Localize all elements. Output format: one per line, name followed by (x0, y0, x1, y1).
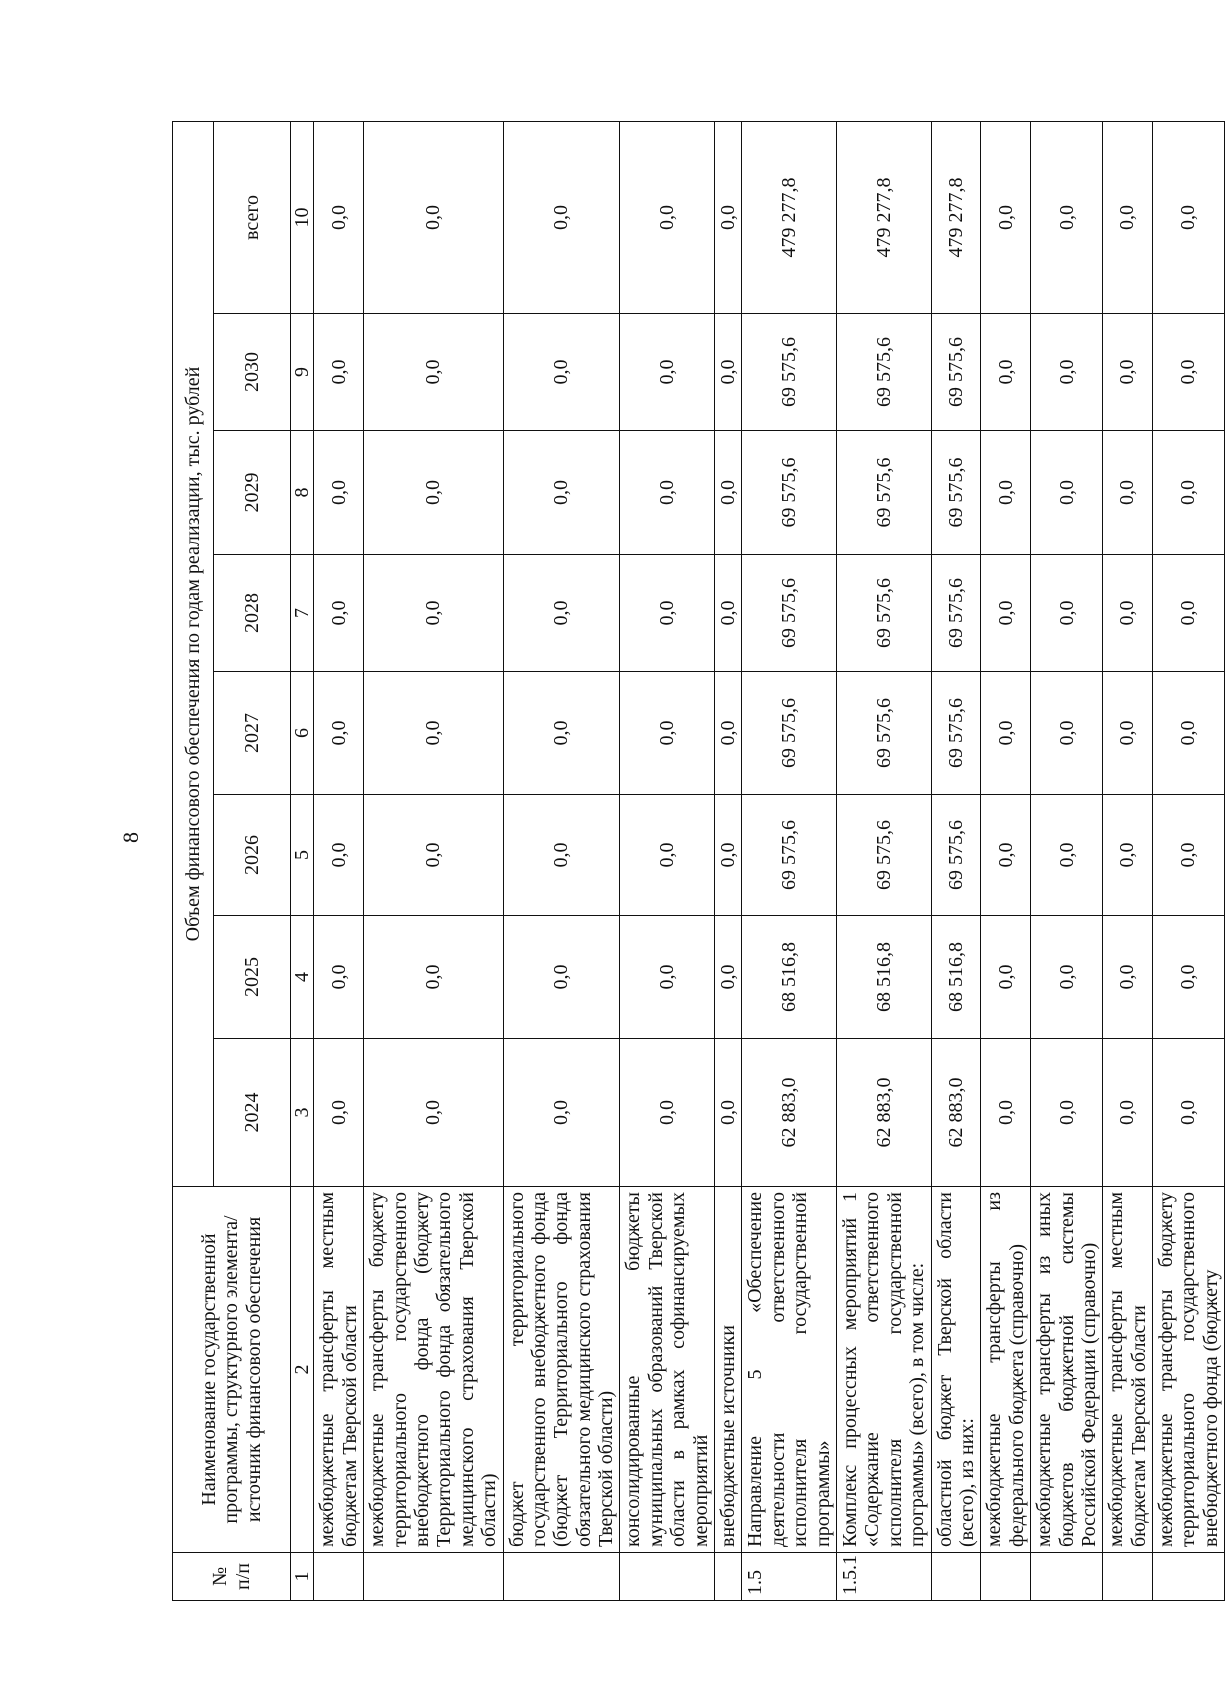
value-2025: 0,0 (364, 916, 503, 1039)
value-2027: 0,0 (981, 672, 1031, 795)
row-name: консолидированные бюджеты муниципальных образований Тверской области в рамках софинансируемых мероприятий (620, 1187, 715, 1553)
value-2027: 0,0 (1103, 672, 1153, 795)
value-2026: 0,0 (1031, 795, 1103, 916)
value-2030: 69 575,6 (931, 314, 981, 431)
table-row (742, 121, 837, 1600)
table-row (1103, 121, 1153, 1600)
value-2026: 0,0 (314, 795, 364, 916)
row-name: Направление 5 «Обеспечение деятельности ответственного исполнителя государственной программы» (742, 1187, 837, 1553)
index-cell: 4 (291, 916, 314, 1039)
value-2025: 0,0 (503, 916, 620, 1039)
value-2026: 69 575,6 (836, 795, 931, 916)
table-row (364, 121, 503, 1600)
value-2030: 0,0 (1031, 314, 1103, 431)
value-2024: 62 883,0 (836, 1039, 931, 1187)
value-2029: 0,0 (364, 431, 503, 555)
value-2029: 0,0 (715, 431, 742, 555)
value-2027: 0,0 (715, 672, 742, 795)
value-total: 479 277,8 (742, 121, 837, 313)
value-2030: 0,0 (620, 314, 715, 431)
value-2025: 0,0 (314, 916, 364, 1039)
row-code (314, 1553, 364, 1601)
value-2025: 68 516,8 (742, 916, 837, 1039)
value-2028: 0,0 (715, 555, 742, 672)
value-2024: 0,0 (503, 1039, 620, 1187)
year-header-2026: 2026 (214, 795, 291, 916)
value-2024: 0,0 (1153, 1039, 1225, 1187)
value-2027: 0,0 (314, 672, 364, 795)
row-code (364, 1553, 503, 1601)
value-total: 479 277,8 (836, 121, 931, 313)
value-2028: 0,0 (1103, 555, 1153, 672)
row-name: Комплекс процессных мероприятий 1 «Содержание ответственного исполнителя государственной программы» (всего), в том числе: (836, 1187, 931, 1553)
value-2024: 0,0 (314, 1039, 364, 1187)
value-2024: 0,0 (1031, 1039, 1103, 1187)
value-2025: 0,0 (715, 916, 742, 1039)
value-2025: 0,0 (620, 916, 715, 1039)
value-2026: 0,0 (1103, 795, 1153, 916)
value-2026: 0,0 (503, 795, 620, 916)
row-name: межбюджетные трансферты из федерального бюджета (справочно) (981, 1187, 1031, 1553)
year-header-2030: 2030 (214, 314, 291, 431)
index-cell: 10 (291, 121, 314, 313)
row-name: межбюджетные трансферты из иных бюджетов бюджетной системы Российской Федерации (справочно) (1031, 1187, 1103, 1553)
value-2027: 69 575,6 (931, 672, 981, 795)
value-2028: 0,0 (364, 555, 503, 672)
value-2024: 0,0 (981, 1039, 1031, 1187)
value-2026: 0,0 (364, 795, 503, 916)
value-2028: 69 575,6 (836, 555, 931, 672)
value-2030: 0,0 (715, 314, 742, 431)
row-code (1031, 1553, 1103, 1601)
value-total: 479 277,8 (931, 121, 981, 313)
value-2030: 0,0 (503, 314, 620, 431)
value-2029: 0,0 (1031, 431, 1103, 555)
header-row-top (173, 121, 214, 1600)
value-2026: 69 575,6 (931, 795, 981, 916)
volume-header: Объем финансового обеспечения по годам реализации, тыс. рублей (173, 121, 214, 1186)
row-code (931, 1553, 981, 1601)
row-name: межбюджетные трансферты местным бюджетам Тверской области (314, 1187, 364, 1553)
row-code (620, 1553, 715, 1601)
value-total: 0,0 (981, 121, 1031, 313)
table-row (981, 121, 1031, 1600)
value-2024: 62 883,0 (931, 1039, 981, 1187)
value-2029: 69 575,6 (931, 431, 981, 555)
value-total: 0,0 (620, 121, 715, 313)
value-2030: 0,0 (364, 314, 503, 431)
index-cell: 5 (291, 795, 314, 916)
value-2028: 0,0 (314, 555, 364, 672)
row-code (981, 1553, 1031, 1601)
column-index-row (291, 121, 314, 1600)
value-2029: 69 575,6 (836, 431, 931, 555)
rotated-table-container (172, 122, 1220, 1601)
row-code (1103, 1553, 1153, 1601)
table-row (836, 121, 931, 1600)
value-total: 0,0 (1103, 121, 1153, 313)
index-cell: 8 (291, 431, 314, 555)
page-number: 8 (118, 832, 143, 843)
value-2028: 0,0 (981, 555, 1031, 672)
value-2026: 0,0 (981, 795, 1031, 916)
value-2029: 0,0 (1103, 431, 1153, 555)
value-2026: 0,0 (1153, 795, 1225, 916)
value-2024: 62 883,0 (742, 1039, 837, 1187)
value-2028: 0,0 (1153, 555, 1225, 672)
value-2028: 0,0 (620, 555, 715, 672)
index-cell: 9 (291, 314, 314, 431)
value-2030: 0,0 (1103, 314, 1153, 431)
value-2026: 0,0 (715, 795, 742, 916)
financing-table (172, 121, 1225, 1601)
value-2028: 69 575,6 (742, 555, 837, 672)
value-2030: 69 575,6 (742, 314, 837, 431)
value-2025: 68 516,8 (931, 916, 981, 1039)
value-2030: 0,0 (314, 314, 364, 431)
value-2030: 0,0 (1153, 314, 1225, 431)
total-header: всего (214, 121, 291, 313)
value-2030: 69 575,6 (836, 314, 931, 431)
value-total: 0,0 (1031, 121, 1103, 313)
value-2025: 0,0 (1153, 916, 1225, 1039)
year-header-2029: 2029 (214, 431, 291, 555)
row-name: межбюджетные трансферты бюджету территориального государственного внебюджетного фонда (бюджету Территориального фонда обязательного медицинского страхования Тверской области) (364, 1187, 503, 1553)
value-2024: 0,0 (364, 1039, 503, 1187)
row-name: областной бюджет Тверской области (всего), из них: (931, 1187, 981, 1553)
table-row (931, 121, 981, 1600)
value-2025: 68 516,8 (836, 916, 931, 1039)
value-2025: 0,0 (1031, 916, 1103, 1039)
col-no-header: № п/п (173, 1553, 291, 1601)
index-cell: 6 (291, 672, 314, 795)
index-cell: 2 (291, 1187, 314, 1553)
index-cell: 3 (291, 1039, 314, 1187)
year-header-2025: 2025 (214, 916, 291, 1039)
value-2027: 69 575,6 (836, 672, 931, 795)
table-row (1153, 121, 1225, 1600)
value-2029: 0,0 (1153, 431, 1225, 555)
table-row (715, 121, 742, 1600)
row-code: 1.5.1 (836, 1553, 931, 1601)
value-2028: 0,0 (1031, 555, 1103, 672)
table-row (1031, 121, 1103, 1600)
index-cell: 1 (291, 1553, 314, 1601)
year-header-2024: 2024 (214, 1039, 291, 1187)
year-header-2028: 2028 (214, 555, 291, 672)
table-row (620, 121, 715, 1600)
value-2029: 0,0 (503, 431, 620, 555)
value-2027: 0,0 (620, 672, 715, 795)
table-row (314, 121, 364, 1600)
col-name-header: Наименование государственной программы, структурного элемента/источник финансового обеспечения (173, 1187, 291, 1553)
row-code (503, 1553, 620, 1601)
value-2027: 0,0 (1031, 672, 1103, 795)
row-name: межбюджетные трансферты бюджету территориального государственного внебюджетного фонда (бюджету (1153, 1187, 1225, 1553)
value-2024: 0,0 (1103, 1039, 1153, 1187)
index-cell: 7 (291, 555, 314, 672)
row-name: бюджет территориального государственного внебюджетного фонда (бюджет Территориального фонда обязательного медицинского страхования Тверской области) (503, 1187, 620, 1553)
row-code: 1.5 (742, 1553, 837, 1601)
row-name: внебюджетные источники (715, 1187, 742, 1553)
table-row (503, 121, 620, 1600)
value-total: 0,0 (715, 121, 742, 313)
value-2029: 0,0 (314, 431, 364, 555)
value-2029: 0,0 (981, 431, 1031, 555)
value-2025: 0,0 (981, 916, 1031, 1039)
value-2025: 0,0 (1103, 916, 1153, 1039)
value-total: 0,0 (503, 121, 620, 313)
value-2028: 0,0 (503, 555, 620, 672)
value-total: 0,0 (314, 121, 364, 313)
value-2027: 0,0 (1153, 672, 1225, 795)
year-header-2027: 2027 (214, 672, 291, 795)
value-total: 0,0 (364, 121, 503, 313)
value-2027: 0,0 (364, 672, 503, 795)
value-2026: 69 575,6 (742, 795, 837, 916)
value-2030: 0,0 (981, 314, 1031, 431)
value-2028: 69 575,6 (931, 555, 981, 672)
value-2027: 69 575,6 (742, 672, 837, 795)
value-2026: 0,0 (620, 795, 715, 916)
row-code (715, 1553, 742, 1601)
value-2024: 0,0 (620, 1039, 715, 1187)
value-2029: 69 575,6 (742, 431, 837, 555)
value-total: 0,0 (1153, 121, 1225, 313)
value-2024: 0,0 (715, 1039, 742, 1187)
value-2029: 0,0 (620, 431, 715, 555)
row-name: межбюджетные трансферты местным бюджетам Тверской области (1103, 1187, 1153, 1553)
value-2027: 0,0 (503, 672, 620, 795)
row-code (1153, 1553, 1225, 1601)
